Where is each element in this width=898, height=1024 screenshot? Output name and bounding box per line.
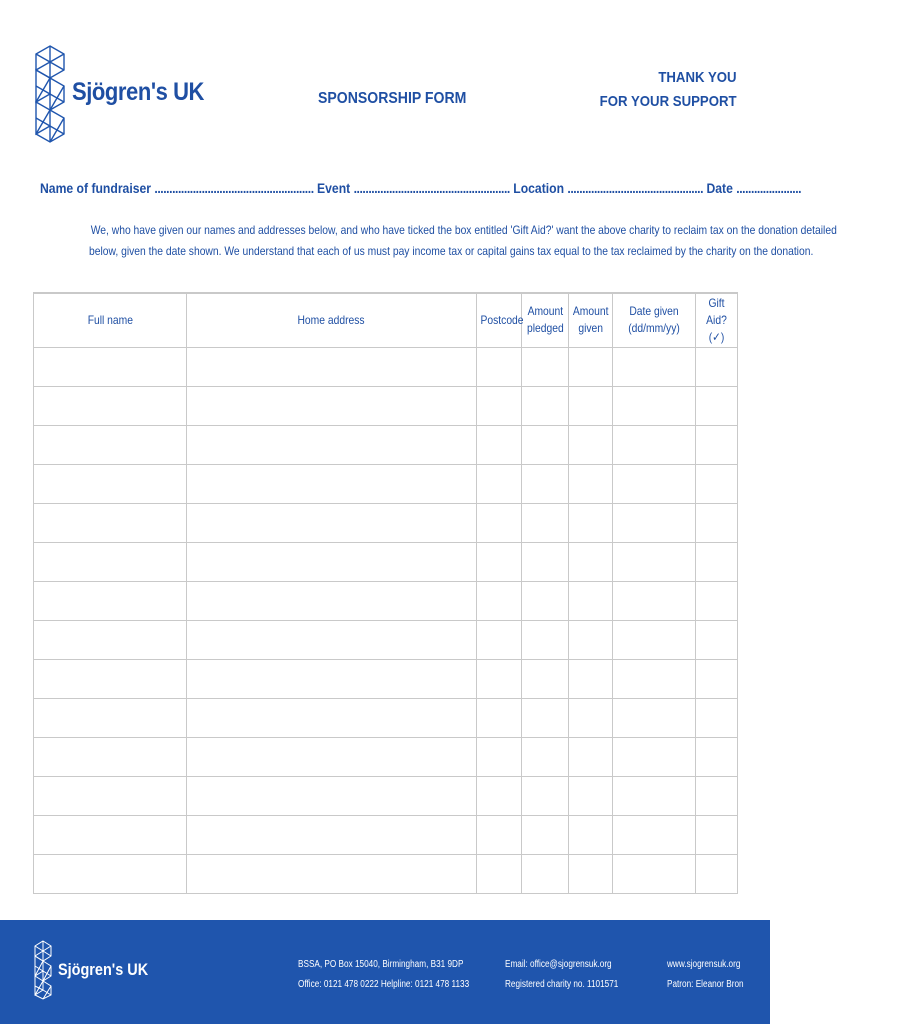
location-field[interactable]: .............................................. <box>567 180 704 196</box>
postcode-cell[interactable] <box>477 542 522 581</box>
home-address-cell[interactable] <box>187 620 477 659</box>
postcode-cell[interactable] <box>477 386 522 425</box>
home-address-cell[interactable] <box>187 854 477 893</box>
table-row <box>34 542 738 581</box>
amount-pledged-cell[interactable] <box>522 425 569 464</box>
gift-aid-cell[interactable] <box>696 737 738 776</box>
amount-pledged-cell[interactable] <box>522 659 569 698</box>
full-name-cell[interactable] <box>34 386 187 425</box>
event-label: Event <box>317 180 351 196</box>
date-given-cell[interactable] <box>613 347 696 386</box>
amount-given-cell[interactable] <box>569 347 613 386</box>
amount-pledged-cell[interactable] <box>522 698 569 737</box>
table-header-row <box>34 293 738 347</box>
amount-given-cell[interactable] <box>569 854 613 893</box>
gift-aid-cell[interactable] <box>696 503 738 542</box>
gift-aid-cell[interactable] <box>696 698 738 737</box>
location-label: Location <box>513 180 565 196</box>
date-given-cell[interactable] <box>613 425 696 464</box>
home-address-cell[interactable] <box>187 815 477 854</box>
amount-given-cell[interactable] <box>569 737 613 776</box>
footer-contact <box>298 955 507 995</box>
gift-aid-cell[interactable] <box>696 386 738 425</box>
table-row <box>34 698 738 737</box>
gift-aid-cell[interactable] <box>696 581 738 620</box>
home-address-cell[interactable] <box>187 425 477 464</box>
gift-aid-cell[interactable] <box>696 776 738 815</box>
table-row <box>34 776 738 815</box>
full-name-cell[interactable] <box>34 620 187 659</box>
full-name-cell[interactable] <box>34 503 187 542</box>
home-address-cell[interactable] <box>187 737 477 776</box>
footer-patron: Patron: Eleanor Bron <box>667 979 744 990</box>
home-address-cell[interactable] <box>187 698 477 737</box>
home-address-cell[interactable] <box>187 581 477 620</box>
date-given-cell[interactable] <box>613 659 696 698</box>
gift-aid-cell[interactable] <box>696 854 738 893</box>
table-row <box>34 854 738 893</box>
table-row <box>34 659 738 698</box>
col-amount-pledged: Amount pledged <box>522 293 569 347</box>
thank-you-message <box>581 66 737 114</box>
date-label: Date <box>706 180 733 196</box>
event-field[interactable]: ..................................................... <box>353 180 510 196</box>
postcode-cell[interactable] <box>477 815 522 854</box>
table-row <box>34 815 738 854</box>
amount-pledged-cell[interactable] <box>522 776 569 815</box>
gift-aid-cell[interactable] <box>696 464 738 503</box>
date-field[interactable]: ...................... <box>736 180 802 196</box>
amount-given-cell[interactable] <box>569 386 613 425</box>
col-home-address: Home address <box>187 293 477 347</box>
gift-aid-cell[interactable] <box>696 659 738 698</box>
amount-pledged-cell[interactable] <box>522 503 569 542</box>
gift-aid-cell[interactable] <box>696 620 738 659</box>
fundraiser-details <box>40 180 802 196</box>
amount-pledged-cell[interactable] <box>522 737 569 776</box>
postcode-cell[interactable] <box>477 581 522 620</box>
full-name-cell[interactable] <box>34 425 187 464</box>
table-row <box>34 581 738 620</box>
date-given-cell[interactable] <box>613 464 696 503</box>
amount-given-cell[interactable] <box>569 659 613 698</box>
footer-email-link[interactable]: Email: office@sjogrensuk.org <box>505 959 612 970</box>
full-name-cell[interactable] <box>34 854 187 893</box>
full-name-cell[interactable] <box>34 542 187 581</box>
declaration-line-1: We, who have given our names and addresses below, and who have ticked the box entitled 'Gift Aid?' want the above charity to reclaim tax on the donation detailed <box>90 223 837 237</box>
sjogrens-lattice-logo-icon <box>30 44 70 144</box>
home-address-cell[interactable] <box>187 464 477 503</box>
col-postcode: Postcode <box>477 293 522 347</box>
full-name-cell[interactable] <box>34 776 187 815</box>
postcode-cell[interactable] <box>477 659 522 698</box>
footer-web-col <box>667 955 760 995</box>
amount-pledged-cell[interactable] <box>522 854 569 893</box>
table-row <box>34 347 738 386</box>
amount-given-cell[interactable] <box>569 698 613 737</box>
full-name-cell[interactable] <box>34 815 187 854</box>
col-gift-aid: Gift Aid? (✓) <box>696 293 738 347</box>
date-given-cell[interactable] <box>613 542 696 581</box>
header-logo <box>30 44 204 144</box>
postcode-cell[interactable] <box>477 620 522 659</box>
gift-aid-declaration <box>30 220 837 262</box>
date-given-cell[interactable] <box>613 854 696 893</box>
date-given-cell[interactable] <box>613 386 696 425</box>
home-address-cell[interactable] <box>187 386 477 425</box>
postcode-cell[interactable] <box>477 776 522 815</box>
date-given-cell[interactable] <box>613 620 696 659</box>
postcode-cell[interactable] <box>477 737 522 776</box>
amount-pledged-cell[interactable] <box>522 620 569 659</box>
date-given-cell[interactable] <box>613 776 696 815</box>
footer-charity-number: Registered charity no. 1101571 <box>505 979 619 990</box>
footer-email-col <box>505 955 643 995</box>
col-full-name: Full name <box>34 293 187 347</box>
table-row <box>34 737 738 776</box>
form-title: SPONSORSHIP FORM <box>318 90 467 107</box>
postcode-cell[interactable] <box>477 503 522 542</box>
col-date-given: Date given (dd/mm/yy) <box>613 293 696 347</box>
table-row <box>34 503 738 542</box>
table-body <box>34 347 738 893</box>
amount-given-cell[interactable] <box>569 776 613 815</box>
amount-pledged-cell[interactable] <box>522 464 569 503</box>
postcode-cell[interactable] <box>477 854 522 893</box>
table-row <box>34 425 738 464</box>
amount-given-cell[interactable] <box>569 464 613 503</box>
date-given-cell[interactable] <box>613 503 696 542</box>
home-address-cell[interactable] <box>187 347 477 386</box>
thank-you-line-1: THANK YOU <box>658 69 737 86</box>
amount-pledged-cell[interactable] <box>522 386 569 425</box>
date-given-cell[interactable] <box>613 581 696 620</box>
fundraiser-field[interactable]: ...................................................... <box>154 180 314 196</box>
col-amount-given: Amount given <box>569 293 613 347</box>
postcode-cell[interactable] <box>477 698 522 737</box>
thank-you-line-2: FOR YOUR SUPPORT <box>600 93 737 110</box>
date-given-cell[interactable] <box>613 737 696 776</box>
date-given-cell[interactable] <box>613 698 696 737</box>
gift-aid-cell[interactable] <box>696 815 738 854</box>
amount-pledged-cell[interactable] <box>522 542 569 581</box>
footer-phones: Office: 0121 478 0222 Helpline: 0121 478 1133 <box>298 979 470 990</box>
gift-aid-cell[interactable] <box>696 347 738 386</box>
home-address-cell[interactable] <box>187 776 477 815</box>
fundraiser-label: Name of fundraiser <box>40 180 152 196</box>
postcode-cell[interactable] <box>477 347 522 386</box>
gift-aid-cell[interactable] <box>696 425 738 464</box>
amount-pledged-cell[interactable] <box>522 815 569 854</box>
amount-given-cell[interactable] <box>569 425 613 464</box>
full-name-cell[interactable] <box>34 659 187 698</box>
footer-brand: Sjögren's UK <box>58 960 149 979</box>
amount-pledged-cell[interactable] <box>522 347 569 386</box>
amount-pledged-cell[interactable] <box>522 581 569 620</box>
amount-given-cell[interactable] <box>569 503 613 542</box>
amount-given-cell[interactable] <box>569 620 613 659</box>
full-name-cell[interactable] <box>34 698 187 737</box>
home-address-cell[interactable] <box>187 542 477 581</box>
footer-address: BSSA, PO Box 15040, Birmingham, B31 9DP <box>298 959 464 970</box>
brand-name: Sjögren's UK <box>72 78 204 106</box>
postcode-cell[interactable] <box>477 425 522 464</box>
home-address-cell[interactable] <box>187 659 477 698</box>
postcode-cell[interactable] <box>477 464 522 503</box>
footer <box>0 920 770 1024</box>
table-row <box>34 620 738 659</box>
full-name-cell[interactable] <box>34 347 187 386</box>
full-name-cell[interactable] <box>34 737 187 776</box>
declaration-line-2: below, given the date shown. We understand that each of us must pay income tax or capital gains tax equal to the tax reclaimed by the charity on the donation. <box>88 244 814 258</box>
gift-aid-cell[interactable] <box>696 542 738 581</box>
table-row <box>34 386 738 425</box>
home-address-cell[interactable] <box>187 503 477 542</box>
date-given-cell[interactable] <box>613 815 696 854</box>
amount-given-cell[interactable] <box>569 542 613 581</box>
amount-given-cell[interactable] <box>569 815 613 854</box>
sponsor-table <box>33 292 737 894</box>
full-name-cell[interactable] <box>34 464 187 503</box>
full-name-cell[interactable] <box>34 581 187 620</box>
table-row <box>34 464 738 503</box>
amount-given-cell[interactable] <box>569 581 613 620</box>
footer-website-link[interactable]: www.sjogrensuk.org <box>667 959 741 970</box>
footer-lattice-logo-icon <box>32 940 54 1000</box>
